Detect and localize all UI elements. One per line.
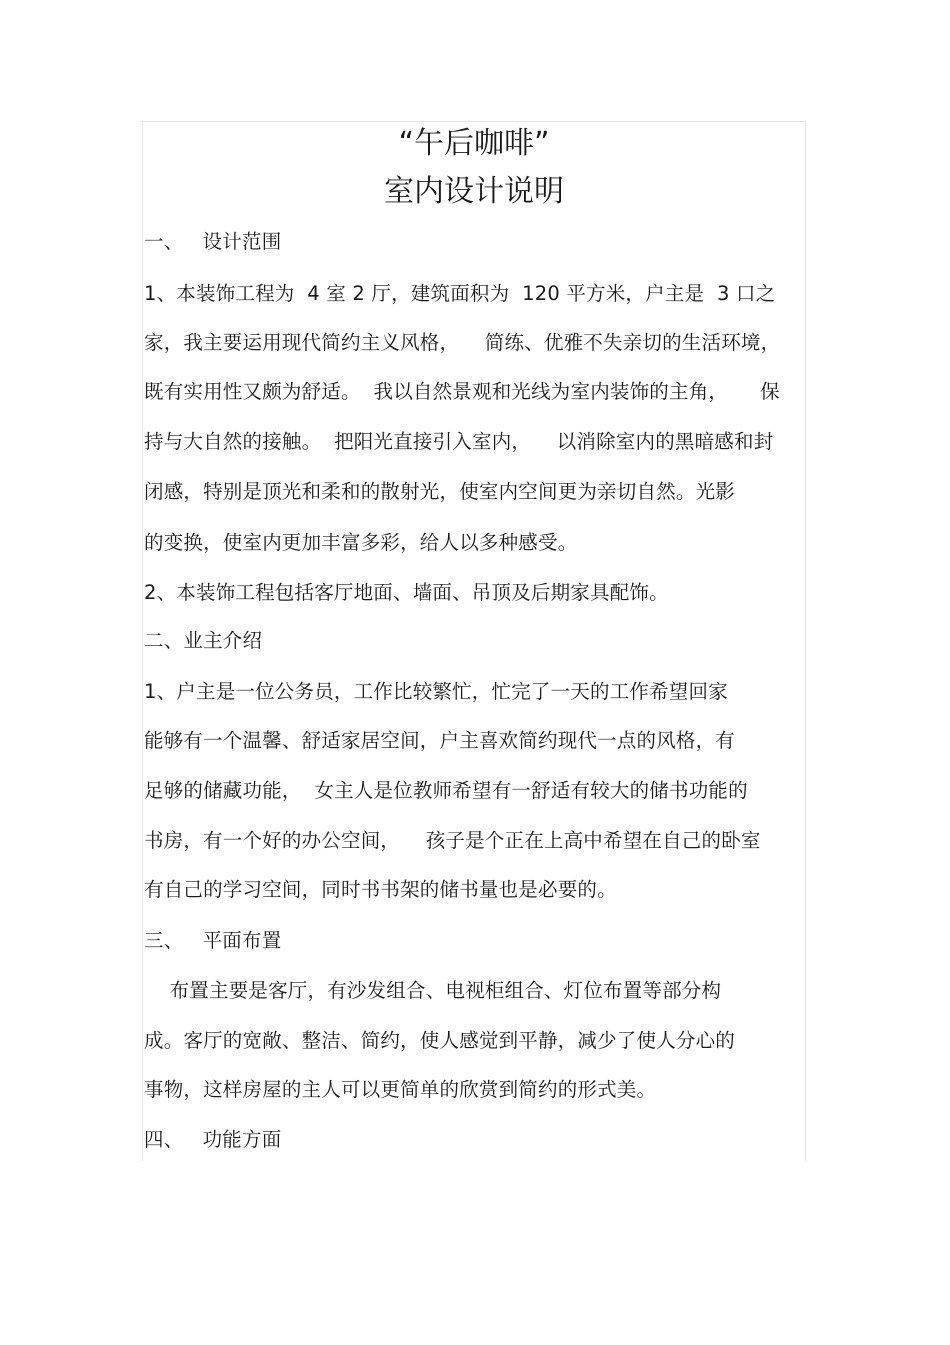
paragraph-line: 2、本装饰工程包括客厅地面、墙面、吊顶及后期家具配饰。 — [144, 581, 669, 604]
paragraph-line: 事物，这样房屋的主人可以更简单的欣赏到简约的形式美。 — [144, 1078, 657, 1101]
paragraph-line: 能够有一个温馨、舒适家居空间，户主喜欢简约现代一点的风格，有 — [144, 729, 736, 752]
paragraph-line: 布置主要是客厅，有沙发组合、电视柜组合、灯位布置等部分构 — [144, 979, 722, 1002]
paragraph-line: 的变换，使室内更加丰富多彩，给人以多种感受。 — [144, 531, 578, 554]
section-heading: 四、 功能方面 — [144, 1128, 282, 1151]
paragraph-line: 1、本装饰工程为 4 室 2 厅，建筑面积为 120 平方米，户主是 3 口之 — [144, 282, 776, 305]
paragraph-line: 家，我主要运用现代简约主义风格， 简练、优雅不失亲切的生活环境， — [144, 331, 781, 354]
paragraph-line: 既有实用性又颇为舒适。 我以自然景观和光线为室内装饰的主角， 保 — [144, 380, 780, 403]
paragraph-line: 闭感，特别是顶光和柔和的散射光，使室内空间更为亲切自然。光影 — [144, 480, 736, 503]
section-heading: 一、 设计范围 — [144, 230, 282, 253]
paragraph-line: 有自己的学习空间，同时书书架的储书量也是必要的。 — [144, 878, 617, 901]
document-title: “午后咖啡” — [398, 126, 550, 161]
paragraph-line: 持与大自然的接触。 把阳光直接引入室内， 以消除室内的黑暗感和封 — [144, 430, 774, 453]
document-subtitle: 室内设计说明 — [384, 174, 564, 209]
section-heading: 二、业主介绍 — [144, 629, 263, 652]
paragraph-line: 足够的储藏功能， 女主人是位教师希望有一舒适有较大的储书功能的 — [144, 779, 748, 802]
paragraph-line: 1、户主是一位公务员，工作比较繁忙，忙完了一天的工作希望回家 — [144, 680, 728, 703]
paragraph-line: 书房，有一个好的办公空间， 孩子是个正在上高中希望在自己的卧室 — [144, 829, 761, 852]
paragraph-line: 成。客厅的宽敞、整洁、简约，使人感觉到平静，减少了使人分心的 — [144, 1029, 736, 1052]
section-heading: 三、 平面布置 — [144, 929, 282, 952]
